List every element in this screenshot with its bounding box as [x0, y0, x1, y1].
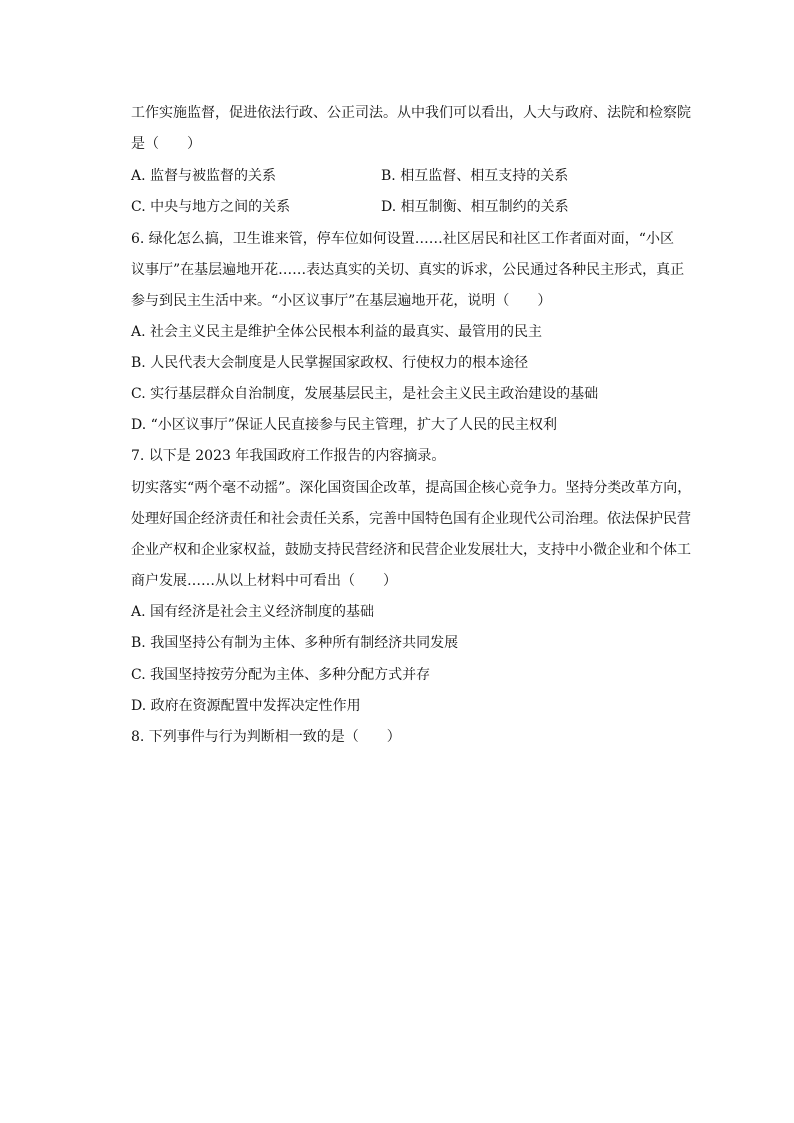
- q7-stem-line-2: 切实落实“两个毫不动摇”。深化国资国企改革，提高国企核心竞争力。坚持分类改革方向，: [131, 480, 692, 496]
- q5-stem-line-2: 是（ ）: [131, 136, 201, 152]
- q6-stem-line-3: 参与到民主生活中来。“小区议事厅”在基层遍地开花，说明（ ）: [131, 293, 552, 309]
- q5-option-c: C. 中央与地方之间的关系: [131, 199, 291, 215]
- q6-option-b: B. 人民代表大会制度是人民掌握国家政权、行使权力的根本途径: [131, 355, 529, 371]
- q6-option-c: C. 实行基层群众自治制度，发展基层民主，是社会主义民主政治建设的基础: [131, 386, 599, 402]
- q6-option-a: A. 社会主义民主是维护全体公民根本利益的最真实、最管用的民主: [131, 324, 543, 340]
- q7-stem-line-1: 7. 以下是 2023 年我国政府工作报告的内容摘录。: [131, 448, 446, 464]
- q8-stem: 8. 下列事件与行为判断相一致的是（ ）: [131, 729, 401, 745]
- q6-stem-line-2: 议事厅”在基层遍地开花……表达真实的关切、真实的诉求，公民通过各种民主形式，真正: [131, 262, 685, 278]
- q7-option-c: C. 我国坚持按劳分配为主体、多种分配方式并存: [131, 667, 431, 683]
- q7-option-b: B. 我国坚持公有制为主体、多种所有制经济共同发展: [131, 635, 459, 651]
- q5-option-d: D. 相互制衡、相互制约的关系: [381, 199, 569, 215]
- q7-option-a: A. 国有经济是社会主义经济制度的基础: [131, 604, 375, 620]
- q7-option-d: D. 政府在资源配置中发挥决定性作用: [131, 698, 361, 714]
- q5-option-a: A. 监督与被监督的关系: [131, 168, 277, 184]
- q6-stem-line-1: 6. 绿化怎么搞，卫生谁来管，停车位如何设置……社区居民和社区工作者面对面，“小区: [131, 231, 674, 247]
- q7-stem-line-4: 企业产权和企业家权益，鼓励支持民营经济和民营企业发展壮大，支持中小微企业和个体工: [131, 542, 691, 558]
- q7-stem-line-3: 处理好国企经济责任和社会责任关系，完善中国特色国有企业现代公司治理。依法保护民营: [131, 511, 691, 527]
- q5-stem-line-1: 工作实施监督，促进依法行政、公正司法。从中我们可以看出，人大与政府、法院和检察院: [131, 105, 691, 121]
- q6-option-d: D. “小区议事厅”保证人民直接参与民主管理，扩大了人民的民主权利: [131, 417, 557, 433]
- q7-stem-line-5: 商户发展……从以上材料中可看出（ ）: [131, 573, 397, 589]
- q5-option-b: B. 相互监督、相互支持的关系: [381, 168, 569, 184]
